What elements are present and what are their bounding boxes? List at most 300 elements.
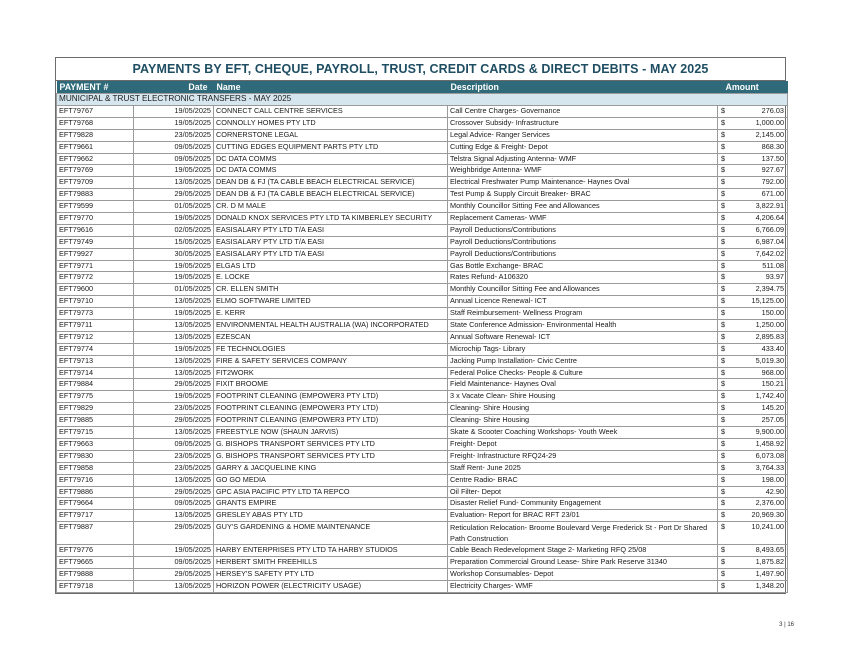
payment-date: 29/05/2025 [134,189,214,201]
payment-date: 23/05/2025 [134,462,214,474]
payment-id: EFT79711 [57,320,134,332]
amount-value: 8,493.65 [755,545,784,555]
payment-amount-cell [718,201,788,213]
payment-date: 13/05/2025 [134,510,214,522]
payment-description: Federal Police Checks- People & Culture [448,367,718,379]
amount-value: 1,875.82 [755,557,784,567]
payee-name: GRANTS EMPIRE [214,498,448,510]
payment-date: 01/05/2025 [134,284,214,296]
section-label: MUNICIPAL & TRUST ELECTRONIC TRANSFERS - MAY 2025 [57,94,788,106]
payment-date: 09/05/2025 [134,498,214,510]
payment-id: EFT79600 [57,284,134,296]
payment-description: Microchip Tags- Library [448,343,718,355]
payment-description: Disaster Relief Fund- Community Engagement [448,498,718,510]
amount-value: 6,766.09 [755,224,784,234]
payee-name: FOOTPRINT CLEANING (EMPOWER3 PTY LTD) [214,403,448,415]
currency-symbol: $ [721,248,726,258]
amount-value: 1,250.00 [755,320,784,330]
payments-table [56,81,788,593]
amount-value: 968.00 [761,367,784,377]
payment-id: EFT79749 [57,236,134,248]
payment-date: 19/05/2025 [134,260,214,272]
payment-date: 23/05/2025 [134,403,214,415]
currency-symbol: $ [721,213,726,223]
payment-id: EFT79616 [57,224,134,236]
table-row [57,308,788,320]
payee-name: FE TECHNOLOGIES [214,343,448,355]
payment-description: Weighbridge Antenna- WMF [448,165,718,177]
payment-amount-cell [718,391,788,403]
payment-id: EFT79776 [57,545,134,557]
payment-id: EFT79885 [57,415,134,427]
amount-value: 10,241.00 [751,522,784,532]
payee-name: EASISALARY PTY LTD T/A EASI [214,224,448,236]
table-row [57,248,788,260]
payment-id: EFT79883 [57,189,134,201]
payment-description: Staff Reimbursement- Wellness Program [448,308,718,320]
payment-date: 09/05/2025 [134,438,214,450]
payment-description: Electrical Freshwater Pump Maintenance- Haynes Oval [448,177,718,189]
payee-name: HERSEY'S SAFETY PTY LTD [214,568,448,580]
payee-name: FOOTPRINT CLEANING (EMPOWER3 PTY LTD) [214,391,448,403]
payment-description: Annual Licence Renewal- ICT [448,296,718,308]
amount-value: 145.20 [761,403,784,413]
payee-name: DONALD KNOX SERVICES PTY LTD TA KIMBERLEY SECURITY [214,213,448,225]
currency-symbol: $ [721,236,726,246]
payment-date: 09/05/2025 [134,153,214,165]
payment-description: Cleaning- Shire Housing [448,415,718,427]
payment-date: 19/05/2025 [134,106,214,118]
currency-symbol: $ [721,117,726,127]
currency-symbol: $ [721,545,726,555]
payment-description: Payroll Deductions/Contributions [448,224,718,236]
payment-date: 19/05/2025 [134,545,214,557]
payment-date: 09/05/2025 [134,557,214,569]
table-row [57,236,788,248]
payee-name: EASISALARY PTY LTD T/A EASI [214,248,448,260]
payment-id: EFT79886 [57,486,134,498]
payment-description: Rates Refund- A106320 [448,272,718,284]
payment-description: Replacement Cameras- WMF [448,213,718,225]
table-header-row [57,81,788,94]
payment-description: Staff Rent- June 2025 [448,462,718,474]
amount-value: 433.40 [761,343,784,353]
table-row [57,213,788,225]
payee-name: FIT2WORK [214,367,448,379]
payment-description: Electricity Charges- WMF [448,580,718,592]
payee-name: DC DATA COMMS [214,153,448,165]
page-number: 3 | 16 [779,622,794,628]
payee-name: G. BISHOPS TRANSPORT SERVICES PTY LTD [214,438,448,450]
payment-date: 13/05/2025 [134,355,214,367]
payee-name: G. BISHOPS TRANSPORT SERVICES PTY LTD [214,450,448,462]
payment-amount-cell [718,129,788,141]
payee-name: CONNOLLY HOMES PTY LTD [214,117,448,129]
amount-value: 137.50 [761,153,784,163]
table-row [57,284,788,296]
payment-amount-cell [718,486,788,498]
table-row [57,498,788,510]
payment-amount-cell [718,296,788,308]
currency-symbol: $ [721,272,726,282]
currency-symbol: $ [721,355,726,365]
payment-amount-cell [718,415,788,427]
amount-value: 3,764.33 [755,462,784,472]
currency-symbol: $ [721,106,726,115]
payment-id: EFT79662 [57,153,134,165]
payee-name: ELMO SOFTWARE LIMITED [214,296,448,308]
table-row [57,141,788,153]
amount-value: 150.00 [761,308,784,318]
table-row [57,486,788,498]
payment-amount-cell [718,580,788,592]
payment-description: Gas Bottle Exchange- BRAC [448,260,718,272]
amount-value: 2,376.00 [755,498,784,508]
table-row [57,189,788,201]
payment-amount-cell [718,165,788,177]
payment-id: EFT79772 [57,272,134,284]
payment-description: Monthly Councillor Sitting Fee and Allowances [448,201,718,213]
amount-value: 6,987.04 [755,236,784,246]
table-row [57,296,788,308]
payment-amount-cell [718,557,788,569]
currency-symbol: $ [721,224,726,234]
payment-date: 13/05/2025 [134,296,214,308]
currency-symbol: $ [721,153,726,163]
amount-value: 7,642.02 [755,248,784,258]
currency-symbol: $ [721,462,726,472]
payee-name: GO GO MEDIA [214,474,448,486]
payee-name: E. KERR [214,308,448,320]
table-row [57,557,788,569]
payment-id: EFT79884 [57,379,134,391]
payee-name: GPC ASIA PACIFIC PTY LTD TA REPCO [214,486,448,498]
amount-value: 6,073.08 [755,450,784,460]
currency-symbol: $ [721,260,726,270]
table-row [57,568,788,580]
currency-symbol: $ [721,438,726,448]
amount-value: 792.00 [761,177,784,187]
payment-id: EFT79828 [57,129,134,141]
table-row [57,545,788,557]
payment-description: Workshop Consumables- Depot [448,568,718,580]
payment-description: Telstra Signal Adjusting Antenna- WMF [448,153,718,165]
table-row [57,474,788,486]
amount-value: 1,348.20 [755,580,784,590]
payee-name: GUY'S GARDENING & HOME MAINTENANCE [214,522,448,545]
currency-symbol: $ [721,284,726,294]
payment-description: Skate & Scooter Coaching Workshops- Youth Week [448,427,718,439]
payee-name: ENVIRONMENTAL HEALTH AUSTRALIA (WA) INCORPORATED [214,320,448,332]
amount-value: 9,900.00 [755,427,784,437]
payment-id: EFT79774 [57,343,134,355]
payment-id: EFT79709 [57,177,134,189]
payment-amount-cell [718,153,788,165]
payment-description: Oil Filter- Depot [448,486,718,498]
amount-value: 3,822.91 [755,201,784,211]
payment-amount-cell [718,284,788,296]
table-row [57,580,788,592]
payment-amount-cell [718,117,788,129]
payee-name: HORIZON POWER (ELECTRICITY USAGE) [214,580,448,592]
table-row [57,510,788,522]
payment-id: EFT79927 [57,248,134,260]
payment-description: Evaluation- Report for BRAC RFT 23/01 [448,510,718,522]
payee-name: HARBY ENTERPRISES PTY LTD TA HARBY STUDIOS [214,545,448,557]
payment-date: 15/05/2025 [134,236,214,248]
payment-amount-cell [718,522,788,545]
payee-name: DEAN DB & FJ (TA CABLE BEACH ELECTRICAL SERVICE) [214,177,448,189]
payment-id: EFT79718 [57,580,134,592]
payment-amount-cell [718,308,788,320]
payment-amount-cell [718,403,788,415]
payment-description: Field Maintenance- Haynes Oval [448,379,718,391]
amount-value: 2,145.00 [755,129,784,139]
currency-symbol: $ [721,498,726,508]
payment-date: 29/05/2025 [134,568,214,580]
payment-amount-cell [718,367,788,379]
payment-description: Cable Beach Redevelopment Stage 2- Marketing RFQ 25/08 [448,545,718,557]
payment-date: 29/05/2025 [134,486,214,498]
payee-name: CR. D M MALE [214,201,448,213]
amount-value: 42.90 [765,486,784,496]
payment-date: 13/05/2025 [134,177,214,189]
payment-id: EFT79661 [57,141,134,153]
payment-id: EFT79717 [57,510,134,522]
payment-amount-cell [718,474,788,486]
payment-amount-cell [718,213,788,225]
amount-value: 1,497.90 [755,568,784,578]
table-row [57,165,788,177]
currency-symbol: $ [721,331,726,341]
payment-date: 19/05/2025 [134,272,214,284]
currency-symbol: $ [721,427,726,437]
section-row [57,94,788,106]
currency-symbol: $ [721,308,726,318]
amount-value: 868.30 [761,141,784,151]
payee-name: ELGAS LTD [214,260,448,272]
amount-value: 20,969.30 [751,510,784,520]
payment-amount-cell [718,106,788,118]
payment-date: 29/05/2025 [134,522,214,545]
payment-amount-cell [718,343,788,355]
table-row [57,153,788,165]
header-name: Name [214,81,448,94]
payment-amount-cell [718,462,788,474]
payment-id: EFT79665 [57,557,134,569]
amount-value: 927.67 [761,165,784,175]
amount-value: 257.05 [761,415,784,425]
payment-amount-cell [718,545,788,557]
payments-sheet [55,57,786,594]
payment-amount-cell [718,260,788,272]
payee-name: EASISALARY PTY LTD T/A EASI [214,236,448,248]
payment-description: Annual Software Renewal- ICT [448,331,718,343]
payment-date: 13/05/2025 [134,427,214,439]
currency-symbol: $ [721,450,726,460]
payee-name: FIRE & SAFETY SERVICES COMPANY [214,355,448,367]
payment-id: EFT79714 [57,367,134,379]
currency-symbol: $ [721,189,726,199]
table-row [57,415,788,427]
amount-value: 5,019.30 [755,355,784,365]
payment-id: EFT79663 [57,438,134,450]
table-row [57,438,788,450]
payment-date: 13/05/2025 [134,580,214,592]
payment-amount-cell [718,248,788,260]
payment-description: Reticulation Relocation- Broome Boulevard Verge Frederick St - Port Dr Shared Path Construction [448,522,718,545]
payment-amount-cell [718,236,788,248]
payment-amount-cell [718,331,788,343]
table-row [57,367,788,379]
payment-amount-cell [718,379,788,391]
payment-description: Payroll Deductions/Contributions [448,248,718,260]
header-payment: PAYMENT # [57,81,134,94]
payment-date: 13/05/2025 [134,331,214,343]
payee-name: CONNECT CALL CENTRE SERVICES [214,106,448,118]
header-amount: Amount [718,81,788,94]
amount-value: 15,125.00 [751,296,784,306]
payment-id: EFT79710 [57,296,134,308]
payment-date: 19/05/2025 [134,165,214,177]
header-description: Description [448,81,718,94]
payment-id: EFT79712 [57,331,134,343]
currency-symbol: $ [721,557,726,567]
payment-date: 23/05/2025 [134,450,214,462]
currency-symbol: $ [721,165,726,175]
table-row [57,343,788,355]
payee-name: E. LOCKE [214,272,448,284]
payment-id: EFT79775 [57,391,134,403]
currency-symbol: $ [721,403,726,413]
currency-symbol: $ [721,391,726,401]
payment-date: 19/05/2025 [134,391,214,403]
payee-name: FOOTPRINT CLEANING (EMPOWER3 PTY LTD) [214,415,448,427]
payment-id: EFT79773 [57,308,134,320]
payment-id: EFT79769 [57,165,134,177]
payment-description: Jacking Pump Installation- Civic Centre [448,355,718,367]
table-row [57,355,788,367]
payment-id: EFT79664 [57,498,134,510]
payee-name: GARRY & JACQUELINE KING [214,462,448,474]
payment-description: Payroll Deductions/Contributions [448,236,718,248]
payment-description: Centre Radio- BRAC [448,474,718,486]
payment-date: 19/05/2025 [134,343,214,355]
table-row [57,260,788,272]
payment-amount-cell [718,189,788,201]
payment-description: State Conference Admission- Environmental Health [448,320,718,332]
amount-value: 1,458.92 [755,438,784,448]
payment-id: EFT79888 [57,568,134,580]
payment-description: Test Pump & Supply Circuit Breaker- BRAC [448,189,718,201]
amount-value: 150.21 [761,379,784,389]
payment-description: Monthly Councillor Sitting Fee and Allowances [448,284,718,296]
amount-value: 671.00 [761,189,784,199]
table-row [57,522,788,545]
currency-symbol: $ [721,177,726,187]
currency-symbol: $ [721,568,726,578]
payee-name: DEAN DB & FJ (TA CABLE BEACH ELECTRICAL SERVICE) [214,189,448,201]
payment-date: 13/05/2025 [134,474,214,486]
table-row [57,177,788,189]
currency-symbol: $ [721,510,726,520]
amount-value: 2,895.83 [755,331,784,341]
payee-name: HERBERT SMITH FREEHILLS [214,557,448,569]
table-row [57,201,788,213]
payee-name: EZESCAN [214,331,448,343]
payment-amount-cell [718,272,788,284]
table-row [57,129,788,141]
payee-name: GRESLEY ABAS PTY LTD [214,510,448,522]
payment-amount-cell [718,510,788,522]
currency-symbol: $ [721,129,726,139]
payment-amount-cell [718,450,788,462]
payment-description: Cutting Edge & Freight- Depot [448,141,718,153]
currency-symbol: $ [721,415,726,425]
payment-date: 09/05/2025 [134,141,214,153]
table-row [57,462,788,474]
payment-date: 23/05/2025 [134,129,214,141]
currency-symbol: $ [721,367,726,377]
payee-name: FREESTYLE NOW (SHAUN JARVIS) [214,427,448,439]
payment-id: EFT79716 [57,474,134,486]
table-row [57,106,788,118]
payment-amount-cell [718,355,788,367]
currency-symbol: $ [721,141,726,151]
payment-date: 19/05/2025 [134,213,214,225]
payment-description: 3 x Vacate Clean- Shire Housing [448,391,718,403]
payment-description: Preparation Commercial Ground Lease- Shire Park Reserve 31340 [448,557,718,569]
payment-description: Legal Advice- Ranger Services [448,129,718,141]
payee-name: FIXIT BROOME [214,379,448,391]
payment-date: 01/05/2025 [134,201,214,213]
payment-date: 13/05/2025 [134,320,214,332]
payee-name: CUTTING EDGES EQUIPMENT PARTS PTY LTD [214,141,448,153]
payment-description: Cleaning- Shire Housing [448,403,718,415]
currency-symbol: $ [721,522,726,532]
header-date: Date [134,81,214,94]
amount-value: 1,742.40 [755,391,784,401]
payment-amount-cell [718,320,788,332]
currency-symbol: $ [721,580,726,590]
payment-date: 19/05/2025 [134,308,214,320]
currency-symbol: $ [721,296,726,306]
payment-id: EFT79767 [57,106,134,118]
payment-description: Freight- Infrastructure RFQ24-29 [448,450,718,462]
amount-value: 276.03 [761,106,784,115]
table-row [57,450,788,462]
payment-id: EFT79771 [57,260,134,272]
payment-id: EFT79829 [57,403,134,415]
currency-symbol: $ [721,343,726,353]
payment-description: Call Centre Charges- Governance [448,106,718,118]
payment-date: 30/05/2025 [134,248,214,260]
table-row [57,391,788,403]
payment-id: EFT79830 [57,450,134,462]
amount-value: 2,394.75 [755,284,784,294]
table-row [57,320,788,332]
payment-amount-cell [718,177,788,189]
payment-id: EFT79599 [57,201,134,213]
page-title: PAYMENTS BY EFT, CHEQUE, PAYROLL, TRUST, CREDIT CARDS & DIRECT DEBITS - MAY 2025 [56,58,785,81]
payment-amount-cell [718,498,788,510]
payment-amount-cell [718,568,788,580]
payment-date: 13/05/2025 [134,367,214,379]
payee-name: CORNERSTONE LEGAL [214,129,448,141]
amount-value: 511.08 [762,260,784,270]
currency-symbol: $ [721,486,726,496]
payment-id: EFT79713 [57,355,134,367]
